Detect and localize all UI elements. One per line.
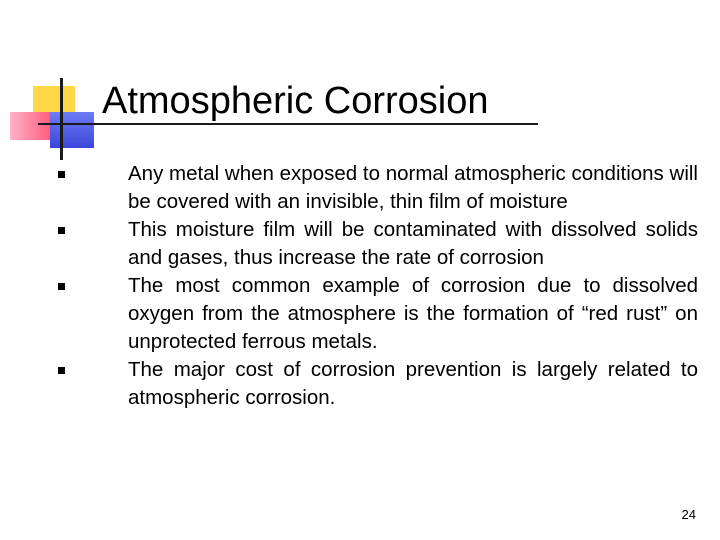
red-square-shape xyxy=(10,112,52,140)
bullet-item xyxy=(58,356,698,412)
bullet-text: Any metal when exposed to normal atmospheric conditions will be covered with an invisible, thin film of moisture xyxy=(128,162,698,213)
bullet-item xyxy=(58,272,698,356)
bullet-text: This moisture film will be contaminated with dissolved solids and gases, thus increase the rate of corrosion xyxy=(128,218,698,269)
page-number: 24 xyxy=(681,507,696,522)
bullet-text: The major cost of corrosion prevention is largely related to atmospheric corrosion. xyxy=(128,358,698,409)
bullet-text: The most common example of corrosion due to dissolved oxygen from the atmosphere is the formation of “red rust” on unprotected ferrous metals. xyxy=(128,274,698,353)
bullet-item xyxy=(58,216,698,272)
square-bullet-icon xyxy=(58,283,65,290)
vertical-rule xyxy=(60,78,63,160)
bullet-item xyxy=(58,160,698,216)
square-bullet-icon xyxy=(58,171,65,178)
square-bullet-icon xyxy=(58,227,65,234)
title-logo-decoration xyxy=(0,0,110,170)
square-bullet-icon xyxy=(58,367,65,374)
bullet-list xyxy=(58,160,698,412)
blue-square-shape xyxy=(50,112,94,148)
slide-title: Atmospheric Corrosion xyxy=(102,80,489,122)
